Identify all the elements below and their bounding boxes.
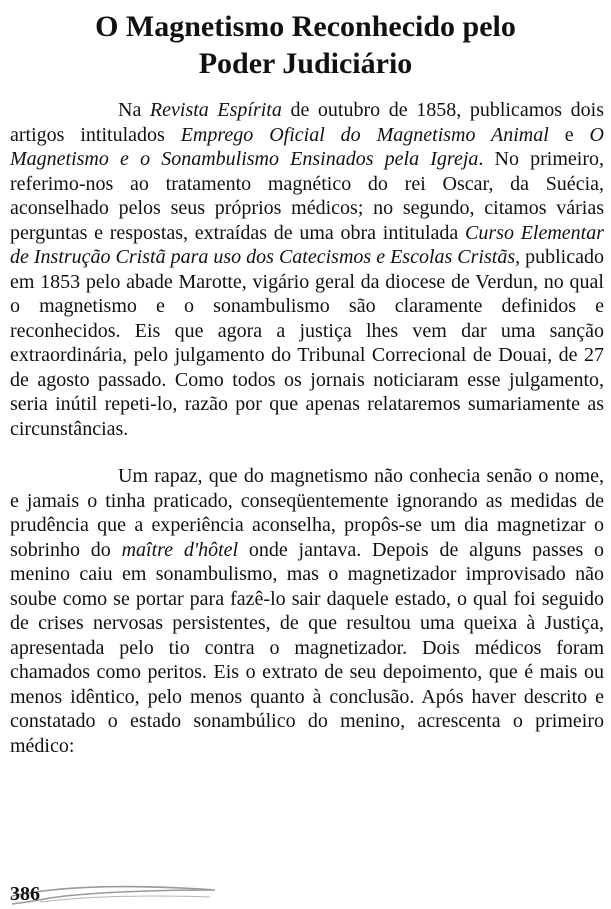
p1-text: Na [118, 99, 150, 121]
body-text [10, 98, 604, 758]
p1-italic-book-title: Curso Elementar de Instrução Cristã para uso dos Catecismos e Escolas Cristãs [10, 221, 604, 268]
p1-italic-revista: Revista Espírita [149, 99, 282, 121]
p2-italic-maitre: maître d'hôtel [121, 538, 239, 561]
p1-text: e [548, 123, 590, 146]
page-footer [10, 878, 250, 908]
title-line-2: Poder Judiciário [198, 47, 413, 80]
p1-italic-article-1: Emprego Oficial do Magnetismo Animal [180, 123, 549, 146]
paragraph-1 [10, 98, 604, 441]
p1-italic-article-2: O Magnetismo e o Sonambulismo Ensinados pela Igreja [10, 123, 604, 170]
p1-text: . No primeiro, referimo-nos ao tratamento magnético do rei Oscar, da Suécia, aconselhado pelos seus próprios médicos; no segundo, citamos várias perguntas e respostas, extraídas de uma obra intitulada [10, 148, 604, 244]
paragraph-2 [10, 464, 604, 758]
page-title [0, 8, 611, 82]
title-line-1: O Magnetismo Reconhecido pelo [95, 10, 516, 43]
p1-text: , publicado em 1853 pelo abade Marotte, vigário geral da diocese de Verdun, no qual o magnetismo e o sonambulismo são claramente definidos e reconhecidos. Eis que agora a justiça lhes vem dar uma sanção extraordinária, pelo julgamento do Tribunal Correcional de Douai, de 27 de agosto passado. Como todos os jornais noticiaram esse julgamento, seria inútil repeti-lo, razão por que apenas relataremos sumariamente as circunstâncias. [10, 246, 604, 440]
p1-text: de outubro de 1858, publicamos dois artigos intitulados [10, 99, 604, 146]
p2-text: onde jantava. Depois de alguns passes o menino caiu em sonambulismo, mas o magnetizador improvisado não soube como se portar para fazê-lo sair daquele estado, o qual foi seguido de crises nervosas persistentes, de que resultou uma queixa à Justiça, apresentada pelo tio contra o magnetizador. Dois médicos foram chamados como peritos. Eis o extrato de seu depoimento, que é mais ou menos idêntico, pelo menos quanto à conclusão. Após haver descrito e constatado o estado sonambúlico do menino, acrescenta o primeiro médico: [10, 538, 605, 757]
swoosh-ornament-icon [10, 878, 230, 908]
page-number: 386 [10, 883, 40, 905]
p2-text: Um rapaz, que do magnetismo não conhecia senão o nome, e jamais o tinha praticado, conseqüentemente ignorando as medidas de prudência que a experiência aconselha, propôs-se um dia magnetizar o sobrinho do [10, 465, 604, 561]
